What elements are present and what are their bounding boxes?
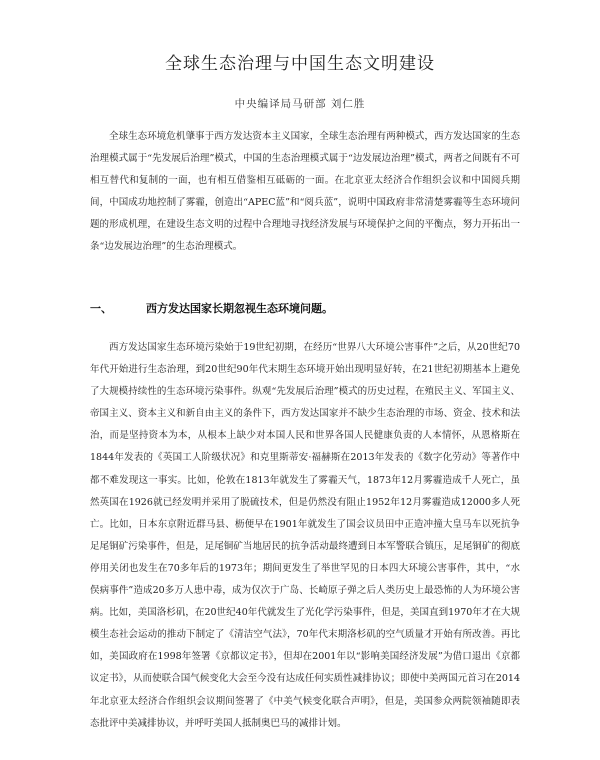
section-body-paragraph: 西方发达国家生态环境污染始于19世纪初期，在经历“世界八大环境公害事件”之后，从20世纪70年代开始进行生态治理，到20世纪90年代末期生态环境开始出现明显好转，在21世纪初期基本上避免了大规模持续性的生态环境污染事件。纵观“先发展后治理”模式的历史过程，在殖民主义、军国主义、帝国主义、资本主义和新自由主义的条件下，西方发达国家并不缺少生态治理的市场、资金、技术和法治，而是坚持资本为本，从根本上缺少对本国人民和世界各国人民健康负责的人本情怀，从恩格斯在1844年发表的《英国工人阶级状况》和克里斯蒂安·福赫斯在2013年发表的《数字化劳动》等著作中都不难发现这一事实。比如，伦敦在1813年就发生了雾霾天气，1873年12月雾霾造成千人死亡，虽然英国在1926就已经发明并采用了脱硫技术，但是仍然没有阻止1952年12月雾霾造成12000多人死亡。比如，日本东京附近群马县、枥便早在1901年就发生了国会议员田中正造冲撞大皇马车以死抗争足尾铜矿污染事件，但是，足尾铜矿当地居民的抗争活动最终遭到日本军警联合镇压，足尾铜矿的彻底停用关闭也发生在70多年后的1973年；期间更发生了举世罕见的日本四大环境公害事件，其中，“水俣病事件”造成20多万人患中毒，成为仅次于广岛、长崎原子弹之后人类历史上最恐怖的人为环境公害病。比如，美国洛杉矶，在20世纪40年代就发生了光化学污染事件，但是，美国直到1970年才在大规模生态社会运动的推动下制定了《清洁空气法》，70年代末期洛杉矶的空气质量才开始有所改善。再比如，美国政府在1998年签署《京都议定书》，但却在2001年以“影响美国经济发展”为借口退出《京都议定书》，从而使联合国气候变化大会至今没有达成任何实质性减排协议；即使中美两国元首习在2014年北京亚太经济合作组织会议期间签署了《中美气候变化联合声明》，但是，美国参众两院领袖随即表态批评中美减排协议，并呼吁美国人抵制奥巴马的减排计划。 [90, 342, 520, 729]
abstract-paragraph: 全球生态环境危机肇事于西方发达资本主义国家，全球生态治理有两种模式，西方发达国家的生态治理模式属于“先发展后治理”模式，中国的生态治理模式属于“边发展边治理”模式，两者之间既有不可相互替代和复制的一面，也有相互借鉴相互砥砺的一面。在北京亚太经济合作组织会议和中国阅兵期间，中国成功地控制了雾霾，创造出“APEC蓝”和“阅兵蓝”，说明中国政府非常清楚雾霾等生态环境问题的形成机理，在建设生态文明的过程中合理地寻找经济发展与环境保护之间的平衡点，努力开拓出一条“边发展边治理”的生态治理模式。 [90, 131, 520, 252]
section-number: 一、 [90, 302, 112, 315]
section-heading-text: 西方发达国家长期忽视生态环境问题。 [146, 302, 333, 315]
section-heading [90, 300, 520, 316]
author-byline: 中央编译局马研部 刘仁胜 [234, 98, 366, 110]
page-title: 全球生态治理与中国生态文明建设 [165, 54, 435, 74]
